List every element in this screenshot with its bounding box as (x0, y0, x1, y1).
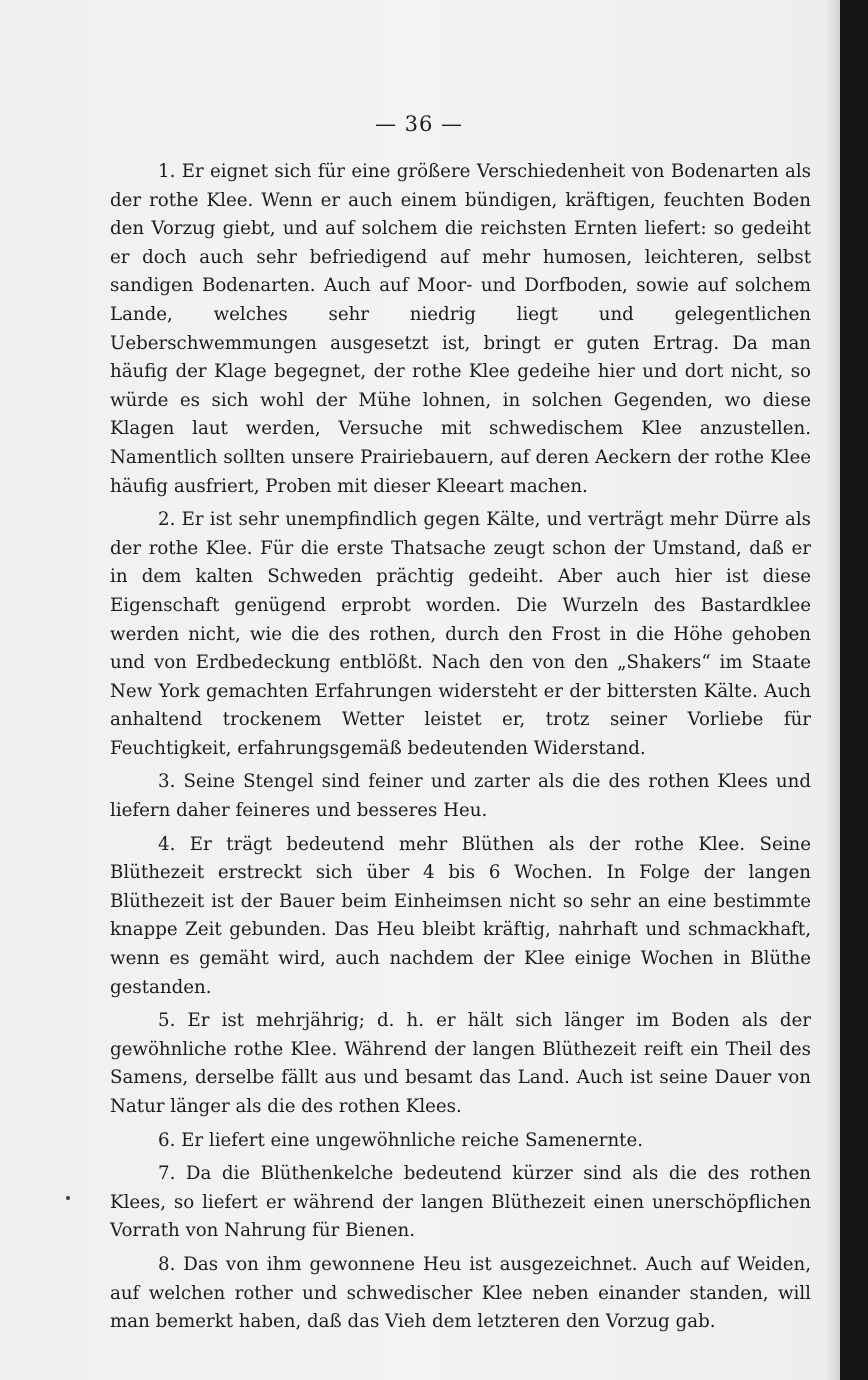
paragraph-8: 8. Das von ihm gewonnene Heu ist ausgezeichnet. Auch auf Weiden, auf welchen rother und schwedischer Klee neben einander standen, will man bemerkt haben, daß das Vieh dem letzteren den Vorzug gab. (110, 1253, 811, 1333)
paragraph-3: 3. Seine Stengel sind feiner und zarter als die des rothen Klees und liefern daher feineres und besseres Heu. (110, 771, 811, 822)
scan-border (840, 0, 868, 1380)
paragraph-1: 1. Er eignet sich für eine größere Verschiedenheit von Bodenarten als der rothe Klee. Wenn er auch einem bündigen, kräftigen, feuchten Boden den Vorzug giebt, und auf solchem die reichsten Ernten liefert: so gedeiht er doch auch sehr befriedigend auf mehr humosen, leichteren, selbst sandigen Bodenarten. Auch auf Moor- und Dorfboden, sowie auf solchem Lande, welches sehr niedrig liegt und gelegentlichen Ueberschwemmungen ausgesetzt ist, bringt er guten Ertrag. Da man häufig der Klage begegnet, der rothe Klee gedeihe hier und dort nicht, so würde es sich wohl der Mühe lohnen, in solchen Gegenden, wo diese Klagen laut werden, Versuche mit schwedischem Klee anzustellen. Namentlich sollten unsere Prairiebauern, auf deren Aeckern der rothe Klee häufig ausfriert, Proben mit dieser Kleeart machen. (110, 161, 811, 497)
paragraph-2: 2. Er ist sehr unempfindlich gegen Kälte, und verträgt mehr Dürre als der rothe Klee. Für die erste Thatsache zeugt schon der Umstand, daß er in dem kalten Schweden prächtig gedeiht. Aber auch hier ist diese Eigenschaft genügend erprobt worden. Die Wurzeln des Bastardklee werden nicht, wie die des rothen, durch den Frost in die Höhe gehoben und von Erdbedeckung entblößt. Nach den von den „Shakers“ im Staate New York gemachten Erfahrungen widersteht er der bittersten Kälte. Auch anhaltend trockenem Wetter leistet er, trotz seiner Vorliebe für Feuchtigkeit, erfahrungsgemäß bedeutenden Widerstand. (110, 509, 811, 759)
page-number: — 36 — (374, 112, 464, 136)
paragraph-6: 6. Er liefert eine ungewöhnliche reiche Samenernte. (158, 1129, 644, 1151)
page-edge-shadow (825, 0, 840, 1380)
margin-speck (66, 1196, 70, 1200)
body-text (110, 158, 811, 1342)
paragraph-7: 7. Da die Blüthenkelche bedeutend kürzer sind als die des rothen Klees, so liefert er während der langen Blüthezeit einen unerschöpflichen Vorrath von Nahrung für Bienen. (110, 1163, 811, 1242)
paragraph-4: 4. Er trägt bedeutend mehr Blüthen als der rothe Klee. Seine Blüthezeit erstreckt sich über 4 bis 6 Wochen. In Folge der langen Blüthezeit ist der Bauer beim Einheimsen nicht so sehr an eine bestimmte knappe Zeit gebunden. Das Heu bleibt kräftig, nahrhaft und schmackhaft, wenn es gemäht wird, auch nachdem der Klee einige Wochen in Blüthe gestanden. (110, 833, 811, 998)
paragraph-5: 5. Er ist mehrjährig; d. h. er hält sich länger im Boden als der gewöhnliche rothe Klee. Während der langen Blüthezeit reift ein Theil des Samens, derselbe fällt aus und besamt das Land. Auch ist seine Dauer von Natur länger als die des rothen Klees. (110, 1010, 811, 1117)
